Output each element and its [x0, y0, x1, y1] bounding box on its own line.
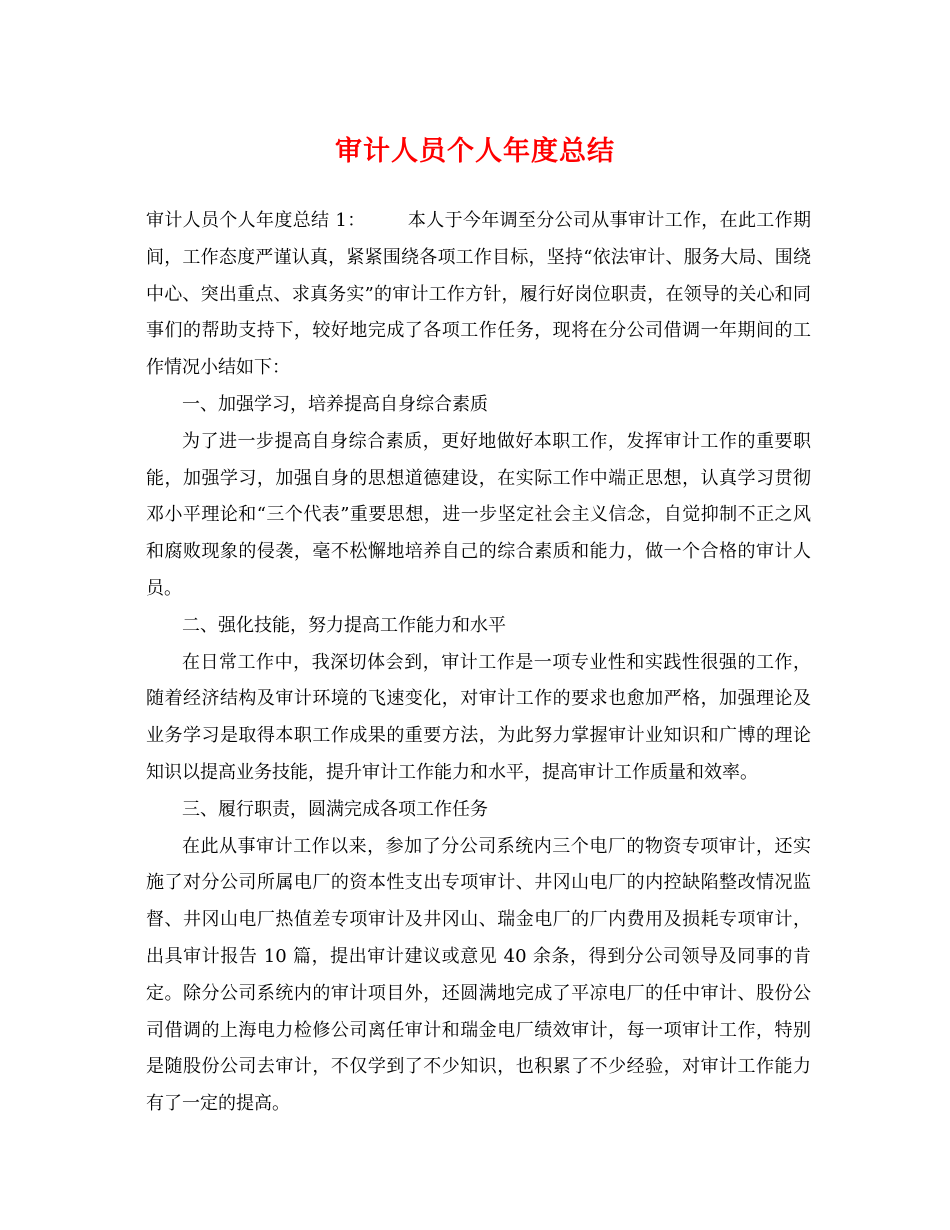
- section-heading-3: 三、履行职责，圆满完成各项工作任务: [182, 798, 488, 820]
- intro-paragraph: [146, 203, 811, 387]
- section-heading-1: 一、加强学习，培养提高自身综合素质: [182, 393, 488, 415]
- section-content-2: 在日常工作中，我深切体会到，审计工作是一项专业性和实践性很强的工作，随着经济结构及审计环境的飞速变化，对审计工作的要求也愈加严格，加强理论及业务学习是取得本职工作成果的重要方法，为此努力掌握审计业知识和广博的理论知识以提高业务技能，提升审计工作能力和水平，提高审计工作质量和效率。: [146, 651, 811, 783]
- document-title: 审计人员个人年度总结: [335, 136, 615, 167]
- section-heading-2: 二、强化技能，努力提高工作能力和水平: [182, 614, 506, 636]
- intro-label: 审计人员个人年度总结 1：: [146, 210, 366, 231]
- section-content-3: 在此从事审计工作以来，参加了分公司系统内三个电厂的物资专项审计，还实施了对分公司所属电厂的资本性支出专项审计、井冈山电厂的内控缺陷整改情况监督、井冈山电厂热值差专项审计及井冈山、瑞金电厂的厂内费用及损耗专项审计，出具审计报告 10 篇，提出审计建议或意见 40 余条，得到分公司领导及同事的肯定。除分公司系统内的审计项目外，还圆满地完成了平凉电厂的任中审计、股份公司借调的上海电力检修公司离任审计和瑞金电厂绩效审计，每一项审计工作，特别是随股份公司去审计，不仅学到了不少知识，也积累了不少经验，对审计工作能力有了一定的提高。: [146, 835, 811, 1115]
- intro-text: 本人于今年调至分公司从事审计工作，在此工作期间，工作态度严谨认真，紧紧围绕各项工作目标，坚持“依法审计、服务大局、围绕中心、突出重点、求真务实”的审计工作方针，履行好岗位职责，在领导的关心和同事们的帮助支持下，较好地完成了各项工作任务，现将在分公司借调一年期间的工作情况小结如下：: [146, 210, 811, 379]
- document-body: [146, 203, 811, 1123]
- section-content-1: 为了进一步提高自身综合素质，更好地做好本职工作，发挥审计工作的重要职能，加强学习，加强自身的思想道德建设，在实际工作中端正思想，认真学习贯彻邓小平理论和“三个代表”重要思想，进一步坚定社会主义信念，自觉抑制不正之风和腐败现象的侵袭，毫不松懈地培养自己的综合素质和能力，做一个合格的审计人员。: [146, 430, 811, 599]
